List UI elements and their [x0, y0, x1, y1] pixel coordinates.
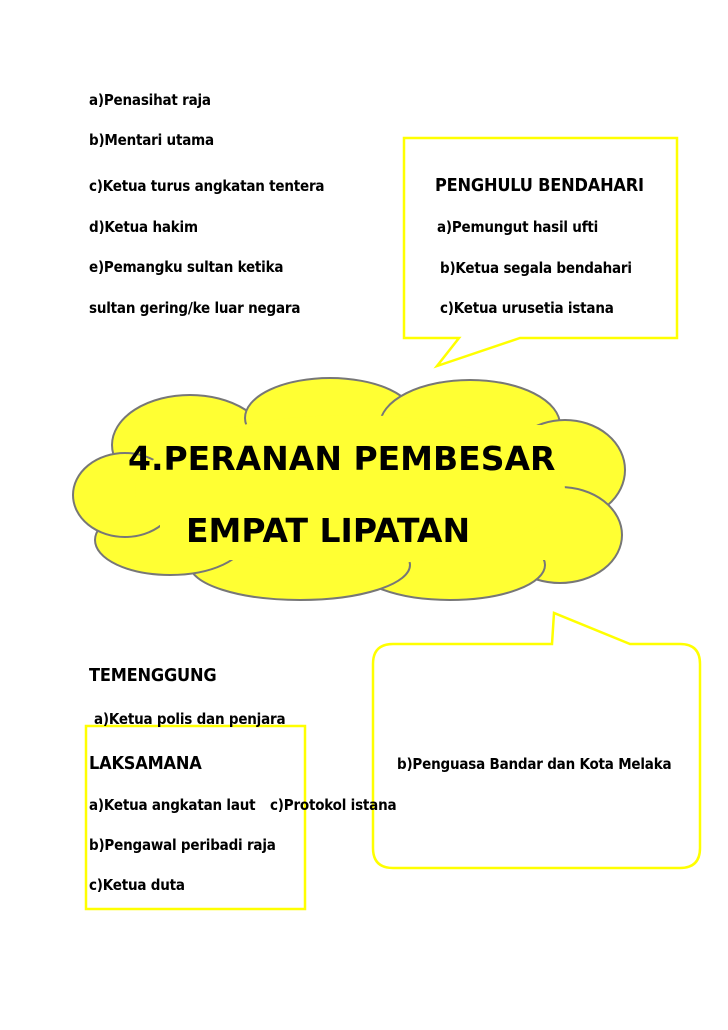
temenggung-role-2: b)Penguasa Bandar dan Kota Melaka — [397, 755, 672, 773]
bendahara-role-2: b)Mentari utama — [89, 131, 214, 149]
bendahara-role-5: e)Pemangku sultan ketika — [89, 258, 284, 276]
bendahara-role-6: sultan gering/ke luar negara — [89, 299, 301, 317]
penghulu-bendahari-role-1: a)Pemungut hasil ufti — [437, 218, 599, 236]
temenggung-title: TEMENGGUNG — [89, 665, 217, 686]
bendahara-role-1: a)Penasihat raja — [89, 91, 211, 109]
title-cloud — [73, 378, 625, 600]
cloud-title-line-1: 4.PERANAN PEMBESAR — [128, 439, 556, 478]
penghulu-bendahari-title: PENGHULU BENDAHARI — [435, 175, 644, 196]
penghulu-bendahari-callout — [404, 138, 677, 366]
penghulu-bendahari-role-2: b)Ketua segala bendahari — [440, 259, 632, 277]
laksamana-role-3: c)Ketua duta — [89, 876, 185, 894]
cloud-title-line-2: EMPAT LIPATAN — [186, 511, 471, 550]
temenggung-role-3: c)Protokol istana — [270, 796, 397, 814]
laksamana-role-1: a)Ketua angkatan laut — [89, 796, 256, 814]
bendahara-role-3: c)Ketua turus angkatan tentera — [89, 177, 325, 195]
rounded-callout — [373, 613, 700, 868]
laksamana-role-2: b)Pengawal peribadi raja — [89, 836, 276, 854]
laksamana-title: LAKSAMANA — [89, 753, 202, 774]
bendahara-role-4: d)Ketua hakim — [89, 218, 198, 236]
penghulu-bendahari-role-3: c)Ketua urusetia istana — [440, 299, 614, 317]
temenggung-role-1: a)Ketua polis dan penjara — [94, 710, 286, 728]
